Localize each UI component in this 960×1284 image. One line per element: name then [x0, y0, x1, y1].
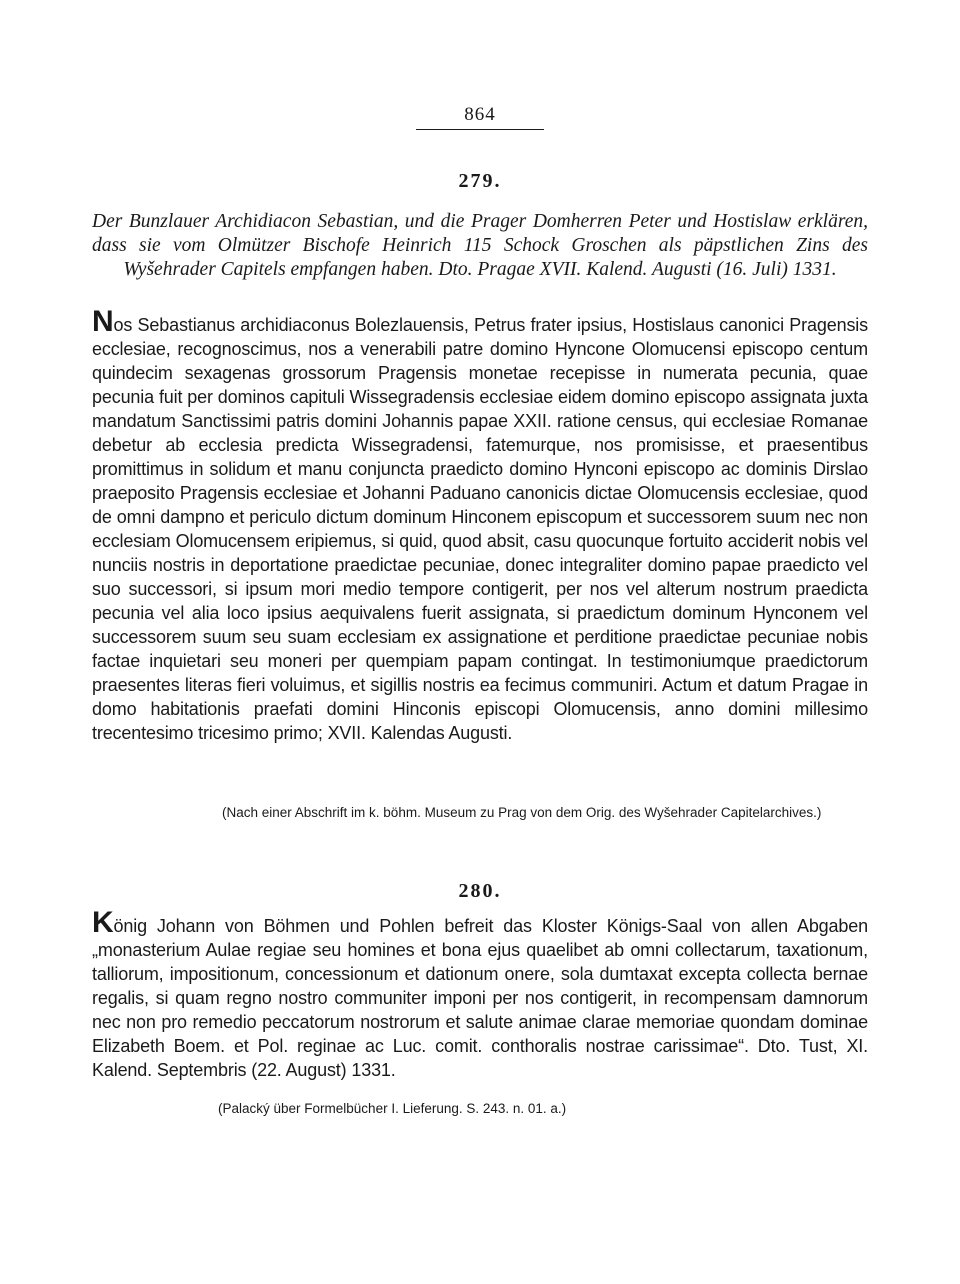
initial-letter: K [92, 906, 114, 939]
document-text [92, 906, 868, 1082]
initial-letter: N [92, 305, 114, 338]
document-text-body: os Sebastianus archidiaconus Bolezlauensis, Petrus frater ipsius, Hostislaus canonici Pragensis ecclesiae, recognoscimus, nos a venerabili patre domino Hyncone Olomucensi episcopo centum quindecim sexagenas grossorum Pragensis monetae recepisse in numerata pecunia, quae pecunia fuit per dominos capituli Wissegradensis ecclesiae eidem domino episcopo assignata juxta mandatum Sanctissimi patris domini Johannis papae XXII. ratione census, qui ecclesiae Romanae debetur ab ecclesia predicta Wissegradensi, fatemurque, nos promisisse, et praesentibus promittimus in solidum et manu conjuncta praedicto domino Hynconi episcopo ac dominis Dirslao praeposito Pragensis ecclesiae et Johanni Paduano canonicis dictae Olomucensis ecclesiae, quod de omni dampno et periculo dictum dominum Hinconem episcopum et successorem suum nec non ecclesiam Olomucensem eripiemus, si quid, quod absit, casu quocunque fortuito acciderit nobis vel nunciis nostris in deportatione praedictae pecuniae, donec integraliter domino papae praedicto vel suo successori, si ipsum mori medio tempore contigerit, per nos vel alterum nostrum praedicta pecunia vel alia loco ipsius aequivalens fuerit assignata, si praedictum dominum Hynconem vel successorem suum seu suam ecclesiam ex assignatione et perditione praedictae pecuniae nobis factae inquietari seu moneri per quempiam papam contingat. In testimoniumque praedictorum praesentes literas fieri voluimus, et sigillis nostris ea fecimus communiri. Actum et datum Pragae in domo habitationis praefati domini Hinconis episcopi Olomucensis, anno domini millesimo trecentesimo tricesimo primo; XVII. Kalendas Augusti. [92, 315, 868, 743]
source-note: (Nach einer Abschrift im k. böhm. Museum zu Prag von dem Orig. des Wyšehrader Capitelarchives.) [222, 805, 822, 820]
document-number: 279. [458, 170, 502, 192]
document-number: 280. [458, 880, 502, 902]
document-text [92, 305, 868, 745]
header-rule [416, 129, 544, 130]
page-number: 864 [464, 104, 496, 125]
document-summary: Der Bunzlauer Archidiacon Sebastian, und die Prager Domherren Peter und Hostislaw erklären, dass sie vom Olmützer Bischofe Heinrich 115 Schock Groschen als päpstlichen Zins des Wyšehrader Capitels empfangen haben. Dto. Pragae XVII. Kalend. Augusti (16. Juli) 1331. [92, 211, 868, 280]
document-text-body: önig Johann von Böhmen und Pohlen befreit das Kloster Königs-Saal von allen Abgaben „monasterium Aulae regiae seu homines et bona ejus quaelibet ab omni collectarum, taxationum, talliorum, impositionum, concessionum et dationum onere, sola dumtaxat excepta collecta bernae regalis, si quam regno nostro communiter imponi per nos contigerit, in recompensam damnorum nec non pro remedio peccatorum nostrorum et salute animae clarae memoriae quondam dominae Elizabeth Boem. et Pol. reginae ac Luc. comit. conthoralis nostrae carissimae“. Dto. Tust, XI. Kalend. Septembris (22. August) 1331. [92, 916, 868, 1080]
source-note: (Palacký über Formelbücher I. Lieferung. S. 243. n. 01. a.) [218, 1101, 567, 1116]
